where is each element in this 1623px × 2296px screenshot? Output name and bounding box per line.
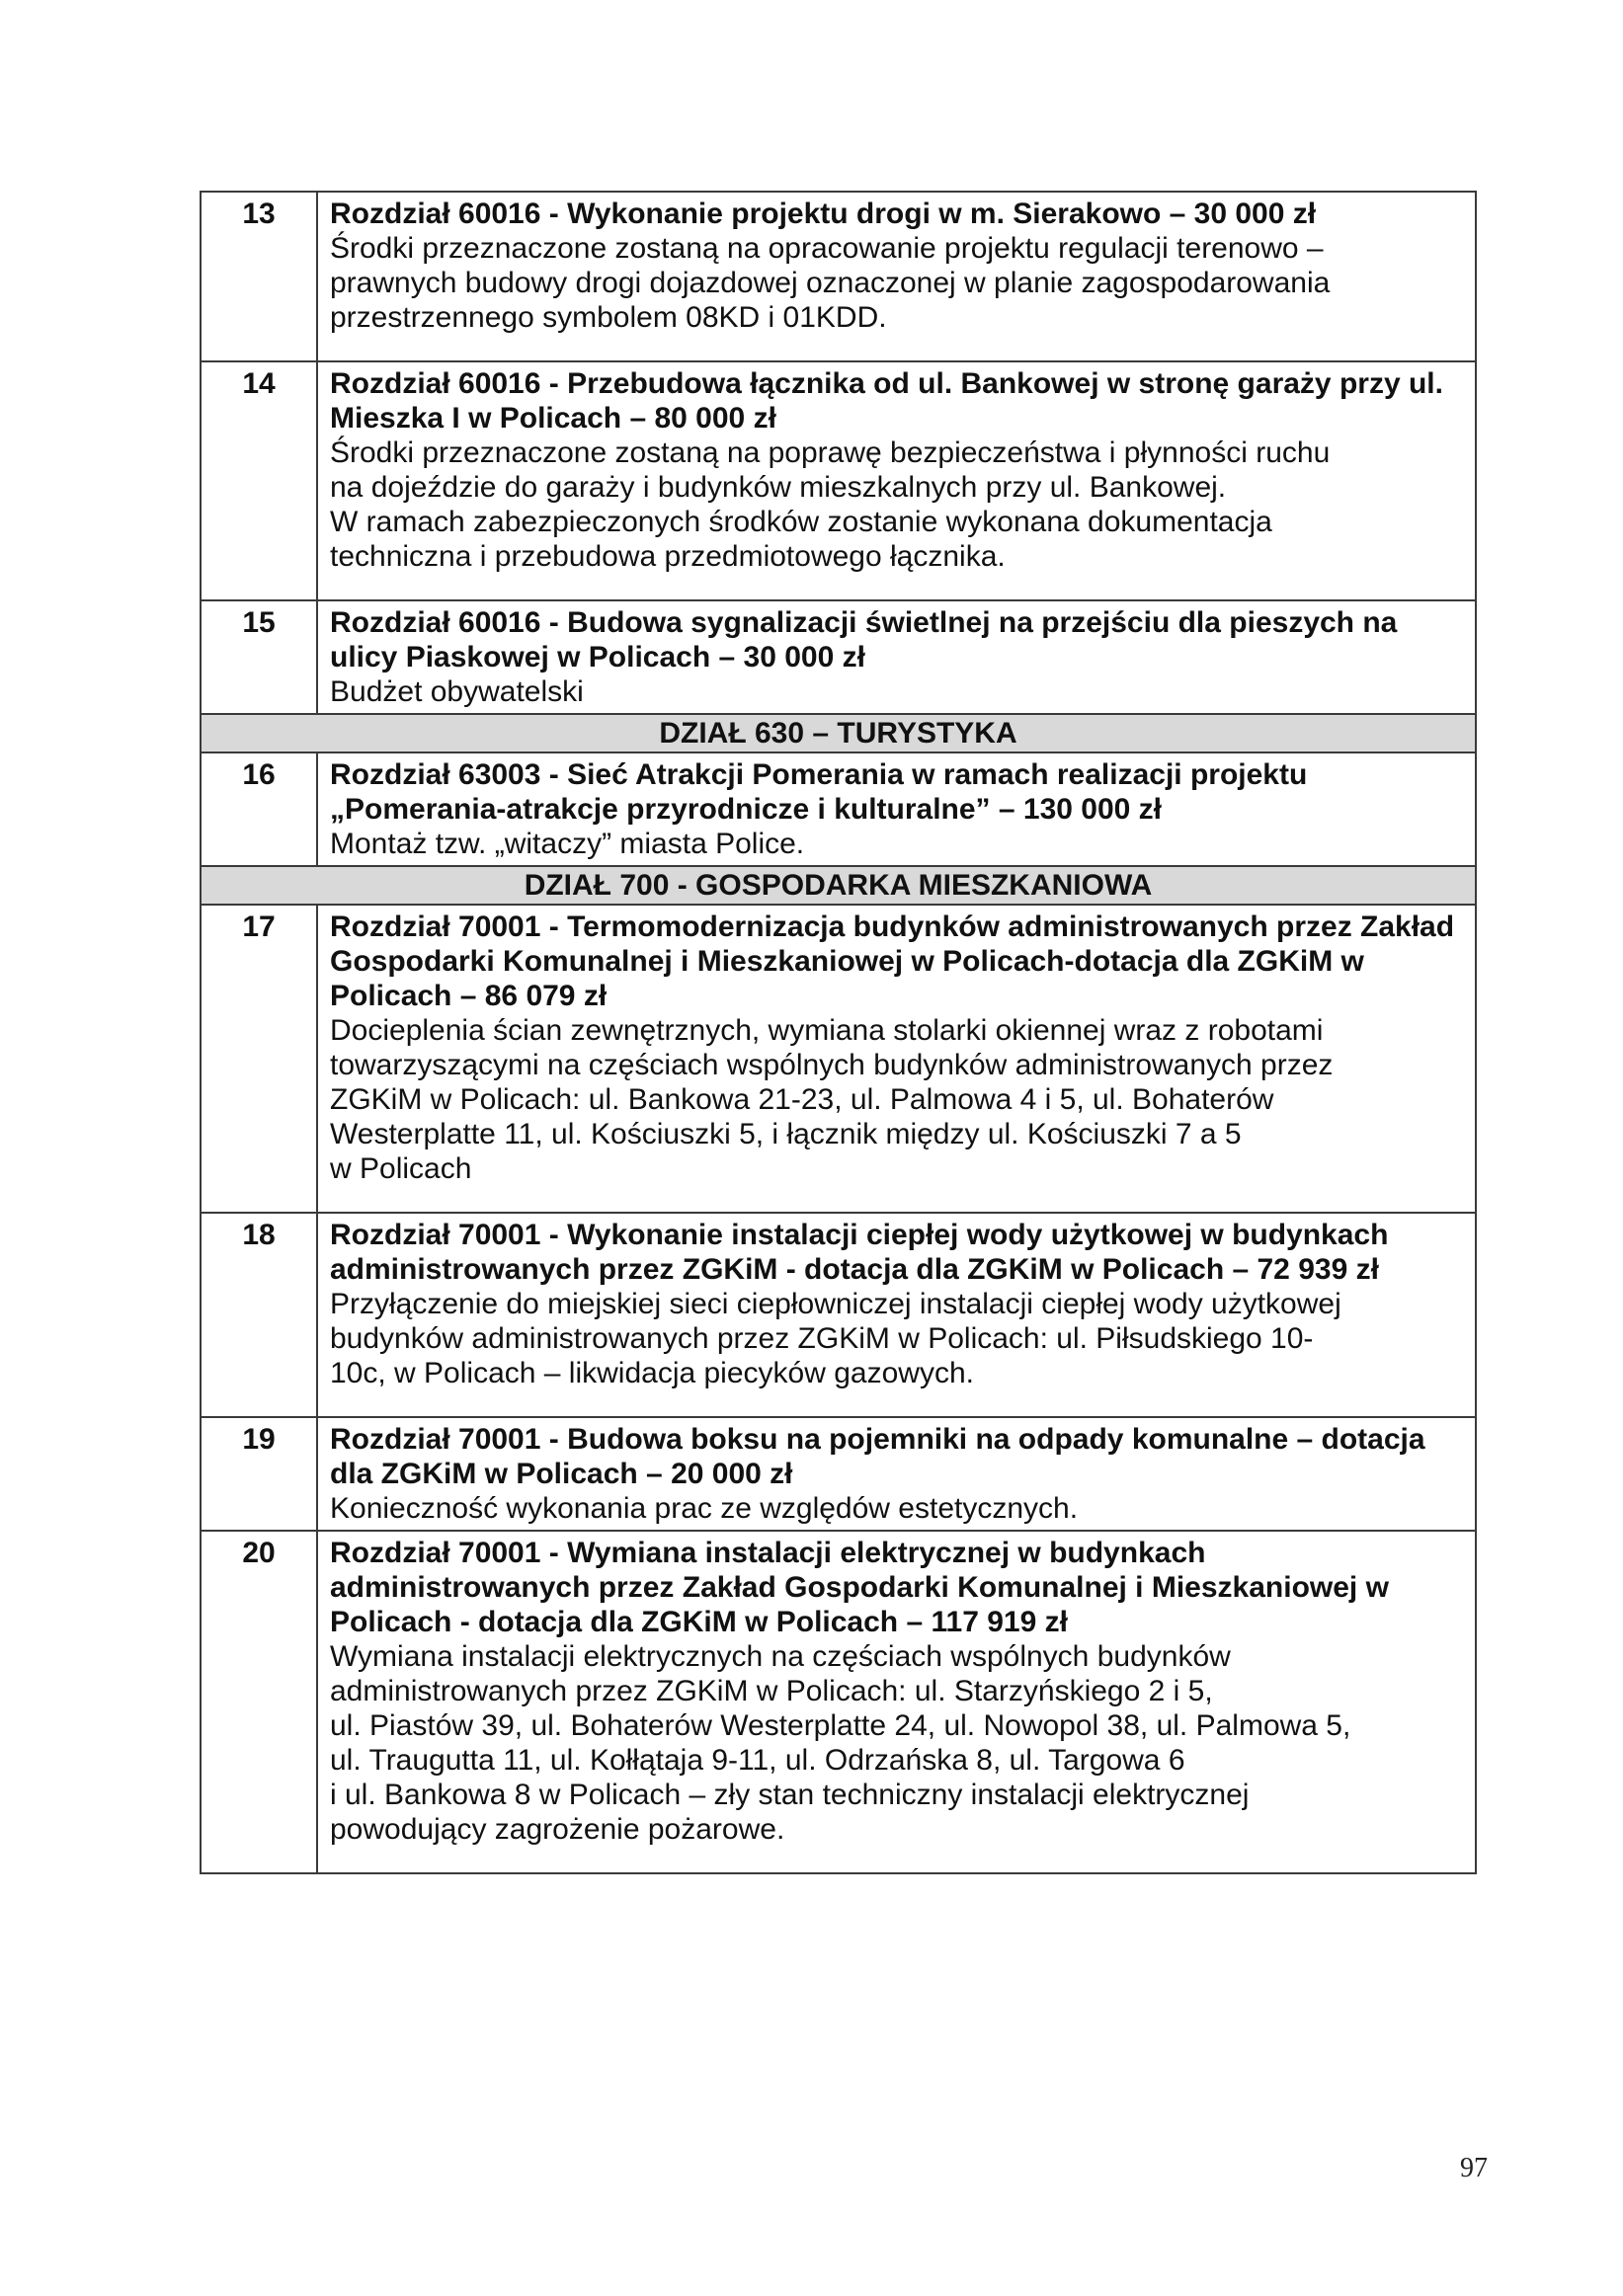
item-title: Rozdział 60016 - Przebudowa łącznika od ul. Bankowej w stronę garaży przy ul. Mieszka I w Policach – 80 000 zł (330, 367, 1443, 435)
item-content (317, 600, 1476, 714)
description-line: budynków administrowanych przez ZGKiM w Policach: ul. Piłsudskiego 10- (330, 1322, 1314, 1355)
item-title: Rozdział 70001 - Wymiana instalacji elektrycznej w budynkach administrowanych przez Zakład Gospodarki Komunalnej i Mieszkaniowej w Policach - dotacja dla ZGKiM w Policach – 117 919 zł (330, 1537, 1389, 1638)
description-line: towarzyszącymi na częściach wspólnych budynków administrowanych przez (330, 1049, 1334, 1081)
description-line: Środki przeznaczone zostaną na poprawę bezpieczeństwa i płynności ruchu (330, 436, 1331, 469)
item-content (317, 1213, 1476, 1417)
item-content (317, 1417, 1476, 1531)
item-number: 19 (201, 1417, 317, 1531)
item-description (330, 1491, 1461, 1526)
item-number: 18 (201, 1213, 317, 1417)
section-header-row (201, 714, 1476, 752)
item-description (330, 674, 1461, 709)
item-number: 13 (201, 192, 317, 361)
description-line: w Policach (330, 1152, 472, 1185)
table-row (201, 192, 1476, 361)
item-title: Rozdział 60016 - Budowa sygnalizacji świetlnej na przejściu dla pieszych na ulicy Piaskowej w Policach – 30 000 zł (330, 606, 1398, 673)
item-number: 17 (201, 905, 317, 1213)
description-line: Środki przeznaczone zostaną na opracowanie projektu regulacji terenowo – (330, 232, 1324, 265)
item-description (330, 1013, 1461, 1186)
description-line: W ramach zabezpieczonych środków zostanie wykonana dokumentacja (330, 506, 1272, 538)
item-content (317, 192, 1476, 361)
description-line: Budżet obywatelski (330, 675, 584, 708)
table-row (201, 905, 1476, 1213)
section-header: DZIAŁ 630 – TURYSTYKA (201, 714, 1476, 752)
table-row (201, 600, 1476, 714)
item-description (330, 827, 1461, 861)
description-line: i ul. Bankowa 8 w Policach – zły stan techniczny instalacji elektrycznej (330, 1779, 1250, 1811)
item-content (317, 752, 1476, 866)
description-line: Westerplatte 11, ul. Kościuszki 5, i łącznik między ul. Kościuszki 7 a 5 (330, 1118, 1242, 1150)
description-line: techniczna i przebudowa przedmiotowego łącznika. (330, 540, 1006, 573)
description-line: Montaż tzw. „witaczy” miasta Police. (330, 828, 805, 860)
description-line: 10c, w Policach – likwidacja piecyków gazowych. (330, 1357, 974, 1389)
description-line: ZGKiM w Policach: ul. Bankowa 21-23, ul. Palmowa 4 i 5, ul. Bohaterów (330, 1083, 1274, 1116)
item-number: 14 (201, 361, 317, 600)
table-row (201, 361, 1476, 600)
description-line: powodujący zagrożenie pożarowe. (330, 1813, 785, 1846)
description-line: na dojeździe do garaży i budynków mieszkalnych przy ul. Bankowej. (330, 471, 1227, 504)
item-title: Rozdział 70001 - Termomodernizacja budynków administrowanych przez Zakład Gospodarki Komunalnej i Mieszkaniowej w Policach-dotacja dla ZGKiM w Policach – 86 079 zł (330, 910, 1455, 1012)
table-row (201, 1417, 1476, 1531)
item-number: 15 (201, 600, 317, 714)
item-title: Rozdział 70001 - Wykonanie instalacji ciepłej wody użytkowej w budynkach administrowanych przez ZGKiM - dotacja dla ZGKiM w Policach – 72 939 zł (330, 1219, 1389, 1286)
item-content (317, 1531, 1476, 1873)
item-title: Rozdział 70001 - Budowa boksu na pojemniki na odpady komunalne – dotacja dla ZGKiM w Policach – 20 000 zł (330, 1423, 1425, 1490)
item-number: 16 (201, 752, 317, 866)
section-header-row (201, 866, 1476, 905)
description-line: ul. Traugutta 11, ul. Kołłątaja 9-11, ul. Odrzańska 8, ul. Targowa 6 (330, 1744, 1185, 1777)
description-line: administrowanych przez ZGKiM w Policach: ul. Starzyńskiego 2 i 5, (330, 1675, 1213, 1707)
item-number: 20 (201, 1531, 317, 1873)
item-description (330, 231, 1461, 335)
page-number: 97 (1460, 2153, 1488, 2183)
item-content (317, 361, 1476, 600)
item-content (317, 905, 1476, 1213)
description-line: Wymiana instalacji elektrycznych na częściach wspólnych budynków (330, 1640, 1231, 1673)
item-title: Rozdział 63003 - Sieć Atrakcji Pomerania w ramach realizacji projektu „Pomerania-atrakcje przyrodnicze i kulturalne” – 130 000 zł (330, 758, 1308, 826)
table-row (201, 1213, 1476, 1417)
item-description (330, 1287, 1461, 1390)
description-line: Przyłączenie do miejskiej sieci ciepłowniczej instalacji ciepłej wody użytkowej (330, 1288, 1341, 1320)
section-header: DZIAŁ 700 - GOSPODARKA MIESZKANIOWA (201, 866, 1476, 905)
item-description (330, 435, 1461, 574)
item-description (330, 1639, 1461, 1847)
description-line: Docieplenia ścian zewnętrznych, wymiana stolarki okiennej wraz z robotami (330, 1014, 1324, 1047)
budget-items-table (200, 191, 1477, 1874)
table-row (201, 1531, 1476, 1873)
description-line: przestrzennego symbolem 08KD i 01KDD. (330, 301, 887, 334)
table-row (201, 752, 1476, 866)
item-title: Rozdział 60016 - Wykonanie projektu drogi w m. Sierakowo – 30 000 zł (330, 198, 1317, 230)
description-line: prawnych budowy drogi dojazdowej oznaczonej w planie zagospodarowania (330, 267, 1331, 299)
description-line: ul. Piastów 39, ul. Bohaterów Westerplatte 24, ul. Nowopol 38, ul. Palmowa 5, (330, 1709, 1351, 1742)
description-line: Konieczność wykonania prac ze względów estetycznych. (330, 1492, 1079, 1525)
